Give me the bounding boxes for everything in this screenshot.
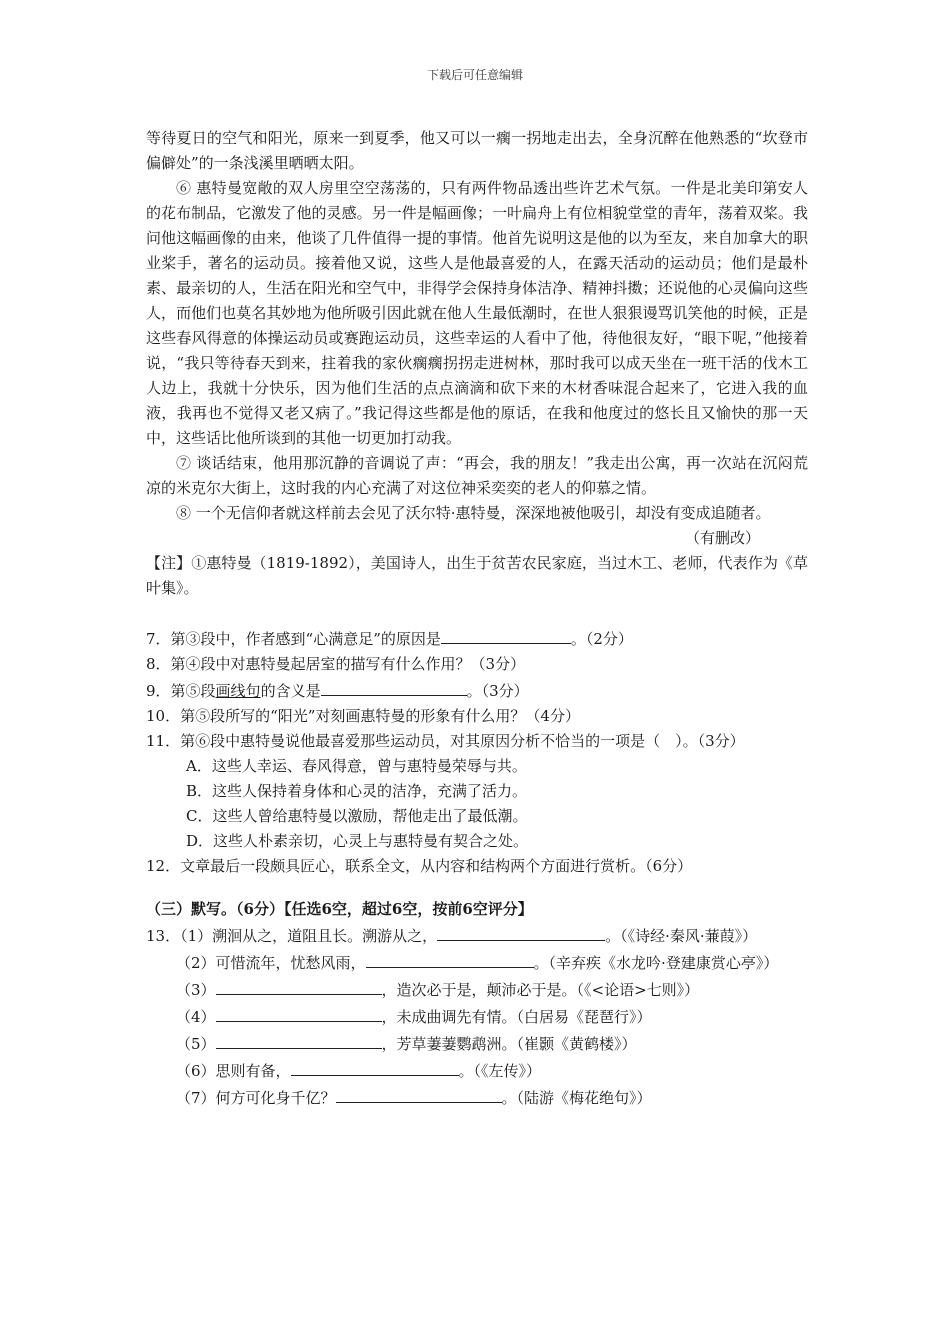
dictation-text: （2）可惜流年，忧愁风雨， xyxy=(176,954,366,972)
dictation-item-1 xyxy=(146,922,808,949)
question-9-points: 。（3分） xyxy=(466,682,529,700)
answer-blank[interactable] xyxy=(366,949,534,968)
dictation-item-6 xyxy=(146,1057,808,1084)
option-c: C．这些人曾给惠特曼以激励，帮他走出了最低潮。 xyxy=(186,807,528,825)
dictation-source: ，未成曲调先有情。（白居易《琵琶行》） xyxy=(381,1008,652,1026)
dictation-text: 13．（1）溯洄从之，道阻且长。溯游从之， xyxy=(146,927,438,945)
question-9-underlined: 画线句 xyxy=(215,682,261,700)
dictation-item-2 xyxy=(146,949,808,976)
question-9-text: 9．第⑤段 xyxy=(146,682,216,700)
answer-blank[interactable] xyxy=(216,1030,382,1049)
answer-blank[interactable] xyxy=(291,1057,459,1076)
answer-blank[interactable] xyxy=(321,677,467,696)
page-header: 下载后可任意编辑 xyxy=(426,68,523,82)
document-body xyxy=(146,126,808,1111)
dictation-text: （5） xyxy=(176,1035,216,1053)
question-9-middle: 的含义是 xyxy=(260,682,321,700)
dictation-item-3 xyxy=(146,976,808,1003)
dictation-text: （7）何方可化身千亿？ xyxy=(176,1089,336,1107)
answer-blank[interactable] xyxy=(441,625,571,644)
passage-paragraph-7: ⑦ 谈话结束，他用那沉静的音调说了声：“再会，我的朋友！”我走出公寓，再一次站在沉闷荒凉的米克尔大街上，这时我的内心充满了对这位神采奕奕的老人的仰慕之情。 xyxy=(146,454,808,497)
dictation-source: 。（辛弃疾《水龙吟·登建康赏心亭》） xyxy=(533,954,779,972)
option-b: B．这些人保持着身体和心灵的洁净，充满了活力。 xyxy=(186,782,528,800)
dictation-text: （4） xyxy=(176,1008,216,1026)
section-heading: （三）默写。（6分）【任选6空，超过6空，按前6空评分】 xyxy=(146,900,533,918)
dictation-source: 。（陆游《梅花绝句》） xyxy=(501,1089,652,1107)
option-d: D．这些人朴素亲切，心灵上与惠特曼有契合之处。 xyxy=(186,832,529,850)
question-10: 10．第⑤段所写的“阳光”对刻画惠特曼的形象有什么用？（4分） xyxy=(146,707,580,725)
question-7 xyxy=(146,625,808,652)
question-9 xyxy=(146,677,808,704)
dictation-source: 。（《左传》） xyxy=(458,1062,542,1080)
passage-source: （有删改） xyxy=(684,529,760,547)
dictation-source: ，造次必于是，颠沛必于是。（《<论语>七则》） xyxy=(381,981,700,999)
dictation-text: （3） xyxy=(176,981,216,999)
question-8: 8．第④段中对惠特曼起居室的描写有什么作用？（3分） xyxy=(146,655,526,673)
passage-paragraph-5-tail: 等待夏日的空气和阳光，原来一到夏季，他又可以一瘸一拐地走出去，全身沉醉在他熟悉的“坎登市偏僻处”的一条浅溪里晒晒太阳。 xyxy=(146,129,808,172)
question-7-text: 7．第③段中，作者感到“心满意足”的原因是 xyxy=(146,630,441,648)
answer-blank[interactable] xyxy=(336,1084,502,1103)
dictation-item-4 xyxy=(146,1003,808,1030)
passage-paragraph-6: ⑥ 惠特曼宽敞的双人房里空空荡荡的，只有两件物品透出些许艺术气氛。一件是北美印第安人的花布制品，它激发了他的灵感。另一件是幅画像；一叶扁舟上有位相貌堂堂的青年，荡着双桨。我问他这幅画像的由来，他谈了几件值得一提的事情。他首先说明这是他的以为至友，来自加拿大的职业桨手，著名的运动员。接着他又说，这些人是他最喜爱的人，在露天活动的运动员；他们是最朴素、最亲切的人，生活在阳光和空气中，非得学会保持身体洁净、精神抖擞；还说他的心灵偏向这些人，而他们也莫名其妙地为他所吸引因此就在他人生最低潮时，在世人狠狠谩骂讥笑他的时候，正是这些春风得意的体操运动员或赛跑运动员，这些幸运的人看中了他，待他很友好，“眼下呢，”他接着说，“我只等待春天到来，拄着我的家伙瘸瘸拐拐走进树林，那时我可以成天坐在一班干活的伐木工人边上，我就十分快乐，因为他们生活的点点滴滴和砍下来的木材香味混合起来了，它进入我的血液，我再也不觉得又老又病了。”我记得这些都是他的原话，在我和他度过的悠长且又愉快的那一天中，这些话比他所谈到的其他一切更加打动我。 xyxy=(146,179,808,447)
question-7-points: 。（2分） xyxy=(570,630,633,648)
dictation-item-5 xyxy=(146,1030,808,1057)
answer-blank[interactable] xyxy=(216,1003,382,1022)
dictation-source: 。（《诗经·秦风·蒹葭》） xyxy=(605,927,758,945)
option-a: A．这些人幸运、春风得意，曾与惠特曼荣辱与共。 xyxy=(186,757,527,775)
question-12: 12．文章最后一段颇具匠心，联系全文，从内容和结构两个方面进行赏析。（6分） xyxy=(146,857,693,875)
question-11: 11．第⑥段中惠特曼说他最喜爱那些运动员，对其原因分析不恰当的一项是（ ）。（3分） xyxy=(146,732,745,750)
passage-paragraph-8: ⑧ 一个无信仰者就这样前去会见了沃尔特·惠特曼，深深地被他吸引，却没有变成追随者。 xyxy=(176,504,771,522)
dictation-item-7 xyxy=(146,1084,808,1111)
answer-blank[interactable] xyxy=(437,922,605,941)
dictation-source: ，芳草萋萋鹦鹉洲。（崔颢《黄鹤楼》） xyxy=(381,1035,637,1053)
answer-blank[interactable] xyxy=(216,976,382,995)
dictation-text: （6）思则有备， xyxy=(176,1062,291,1080)
passage-note: 【注】①惠特曼（1819-1892），美国诗人，出生于贫苦农民家庭，当过木工、老师，代表作为《草叶集》。 xyxy=(146,554,808,597)
